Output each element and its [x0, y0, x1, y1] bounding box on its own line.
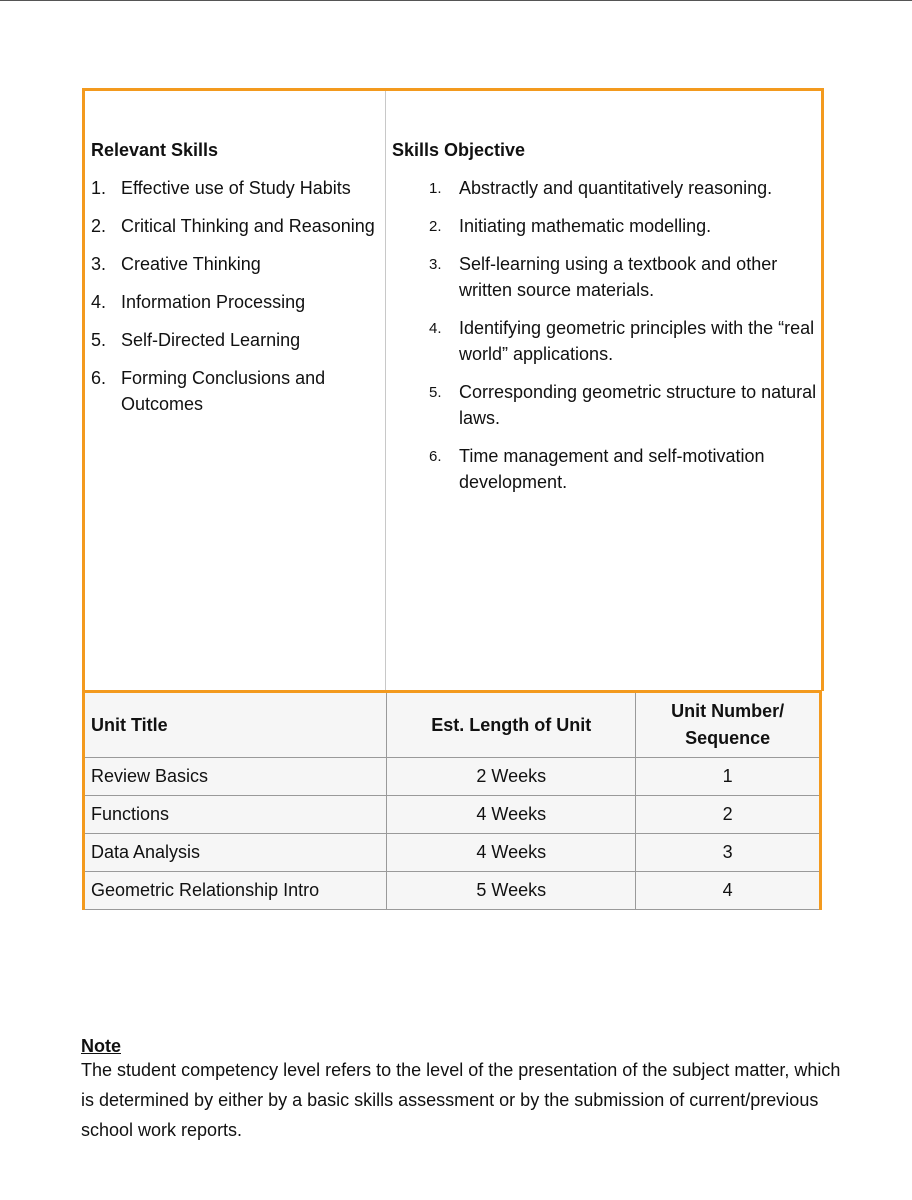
note-section: [81, 1034, 841, 1145]
unit-title-cell: Data Analysis: [84, 834, 387, 872]
list-item: 1. Abstractly and quantitatively reasoning.: [429, 178, 773, 198]
table-row: [84, 872, 821, 910]
list-item: 5. Self-Directed Learning: [91, 330, 301, 350]
table-row: [84, 796, 821, 834]
list-item: 3. Creative Thinking: [91, 254, 261, 274]
unit-length-cell: 5 Weeks: [387, 872, 636, 910]
list-item: 4. Information Processing: [91, 292, 306, 312]
relevant-skills-list: [85, 175, 385, 429]
table-header-row: [84, 692, 821, 758]
list-item: 1. Effective use of Study Habits: [91, 178, 351, 198]
unit-number-header: Unit Number/ Sequence: [636, 692, 821, 758]
relevant-skills-title: Relevant Skills: [91, 140, 219, 160]
relevant-skills-column: [85, 91, 386, 691]
unit-table: [82, 690, 822, 910]
list-item: 6. Forming Conclusions and Outcomes: [91, 368, 326, 414]
unit-length-cell: 2 Weeks: [387, 758, 636, 796]
skills-objective-column: [386, 91, 821, 691]
unit-title-cell: Geometric Relationship Intro: [84, 872, 387, 910]
unit-number-cell: 2: [636, 796, 821, 834]
unit-number-cell: 1: [636, 758, 821, 796]
unit-title-cell: Review Basics: [84, 758, 387, 796]
note-title: Note: [81, 1036, 121, 1056]
unit-number-cell: 3: [636, 834, 821, 872]
unit-title-header: Unit Title: [84, 692, 387, 758]
note-text: The student competency level refers to the level of the presentation of the subject matter, which is determined by either by a basic skills assessment or by the submission of current/previous school work reports.: [81, 1060, 841, 1140]
skills-box: [82, 88, 824, 691]
list-item: 6. Time management and self-motivation development.: [429, 446, 765, 492]
top-divider: [0, 0, 912, 1]
list-item: 3. Self-learning using a textbook and other written source materials.: [429, 254, 778, 300]
skills-objective-title: Skills Objective: [392, 140, 526, 160]
skills-objective-list: [386, 175, 821, 507]
unit-length-header: Est. Length of Unit: [387, 692, 636, 758]
list-item: 2. Critical Thinking and Reasoning: [91, 216, 375, 236]
table-row: [84, 834, 821, 872]
unit-number-cell: 4: [636, 872, 821, 910]
list-item: 2. Initiating mathematic modelling.: [429, 216, 712, 236]
list-item: 4. Identifying geometric principles with the “real world” applications.: [429, 318, 815, 364]
table-row: [84, 758, 821, 796]
unit-length-cell: 4 Weeks: [387, 796, 636, 834]
list-item: 5. Corresponding geometric structure to natural laws.: [429, 382, 817, 428]
unit-length-cell: 4 Weeks: [387, 834, 636, 872]
unit-title-cell: Functions: [84, 796, 387, 834]
